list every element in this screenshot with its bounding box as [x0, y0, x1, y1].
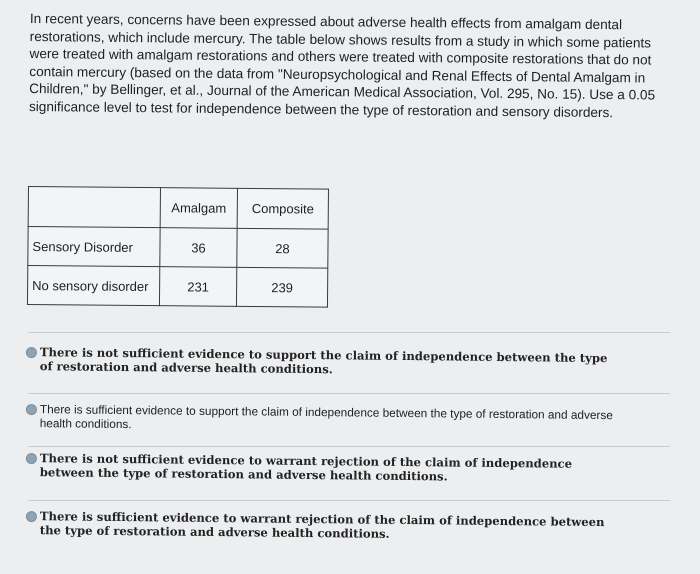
answer-option-2[interactable] — [24, 402, 624, 432]
answer-option-4[interactable] — [24, 509, 624, 541]
question-text: In recent years, concerns have been expressed about adverse health effects from amalgam dental restorations, which include mercury. The table below shows results from a study in which some patients were treated with amalgam restorations and others were treated with composite restorations that do not contain mercury (based on the data from "Neuropsychological and Renal Effects of Dental Amalgam in Children," by Bellinger, et al., Journal of the American Medical Association, Vol. 295, No. 15). Use a 0.05 significance level to test for independence between the type of restoration and sensory disorders. — [28, 10, 656, 121]
option-label: There is not sufficient evidence to support the claim of independence between the type of restoration and adverse health conditions. — [39, 345, 608, 377]
option-label: There is not sufficient evidence to warrant rejection of the claim of independence between the type of restoration and adverse health conditions. — [39, 451, 573, 484]
radio-button[interactable] — [26, 404, 37, 415]
answer-option-1[interactable] — [24, 345, 624, 377]
answer-option-3[interactable] — [24, 451, 624, 484]
table-cell: 36 — [160, 228, 237, 268]
table-cell: 231 — [159, 267, 236, 307]
option-divider — [28, 500, 670, 501]
contingency-table — [27, 186, 329, 308]
table-header-cell: Amalgam — [160, 188, 237, 229]
radio-button[interactable] — [26, 347, 37, 358]
option-label: There is sufficient evidence to warrant rejection of the claim of independence between the type of restoration and adverse health conditions. — [39, 509, 605, 541]
option-divider — [28, 393, 670, 394]
radio-button[interactable] — [26, 453, 37, 464]
radio-button[interactable] — [26, 511, 37, 522]
table-row — [28, 227, 328, 269]
option-label: There is sufficient evidence to support the claim of independence between the type of restoration and adverse health conditions. — [39, 402, 613, 432]
table-row — [27, 266, 327, 308]
row-label: Sensory Disorder — [28, 227, 160, 267]
table-header-cell — [28, 187, 160, 228]
table-cell: 239 — [236, 267, 327, 307]
table-cell: 28 — [237, 228, 328, 268]
table-header-cell: Composite — [237, 188, 328, 229]
table-header-row — [28, 187, 328, 230]
option-divider — [28, 446, 670, 447]
row-label: No sensory disorder — [27, 266, 159, 306]
option-divider — [28, 332, 670, 333]
